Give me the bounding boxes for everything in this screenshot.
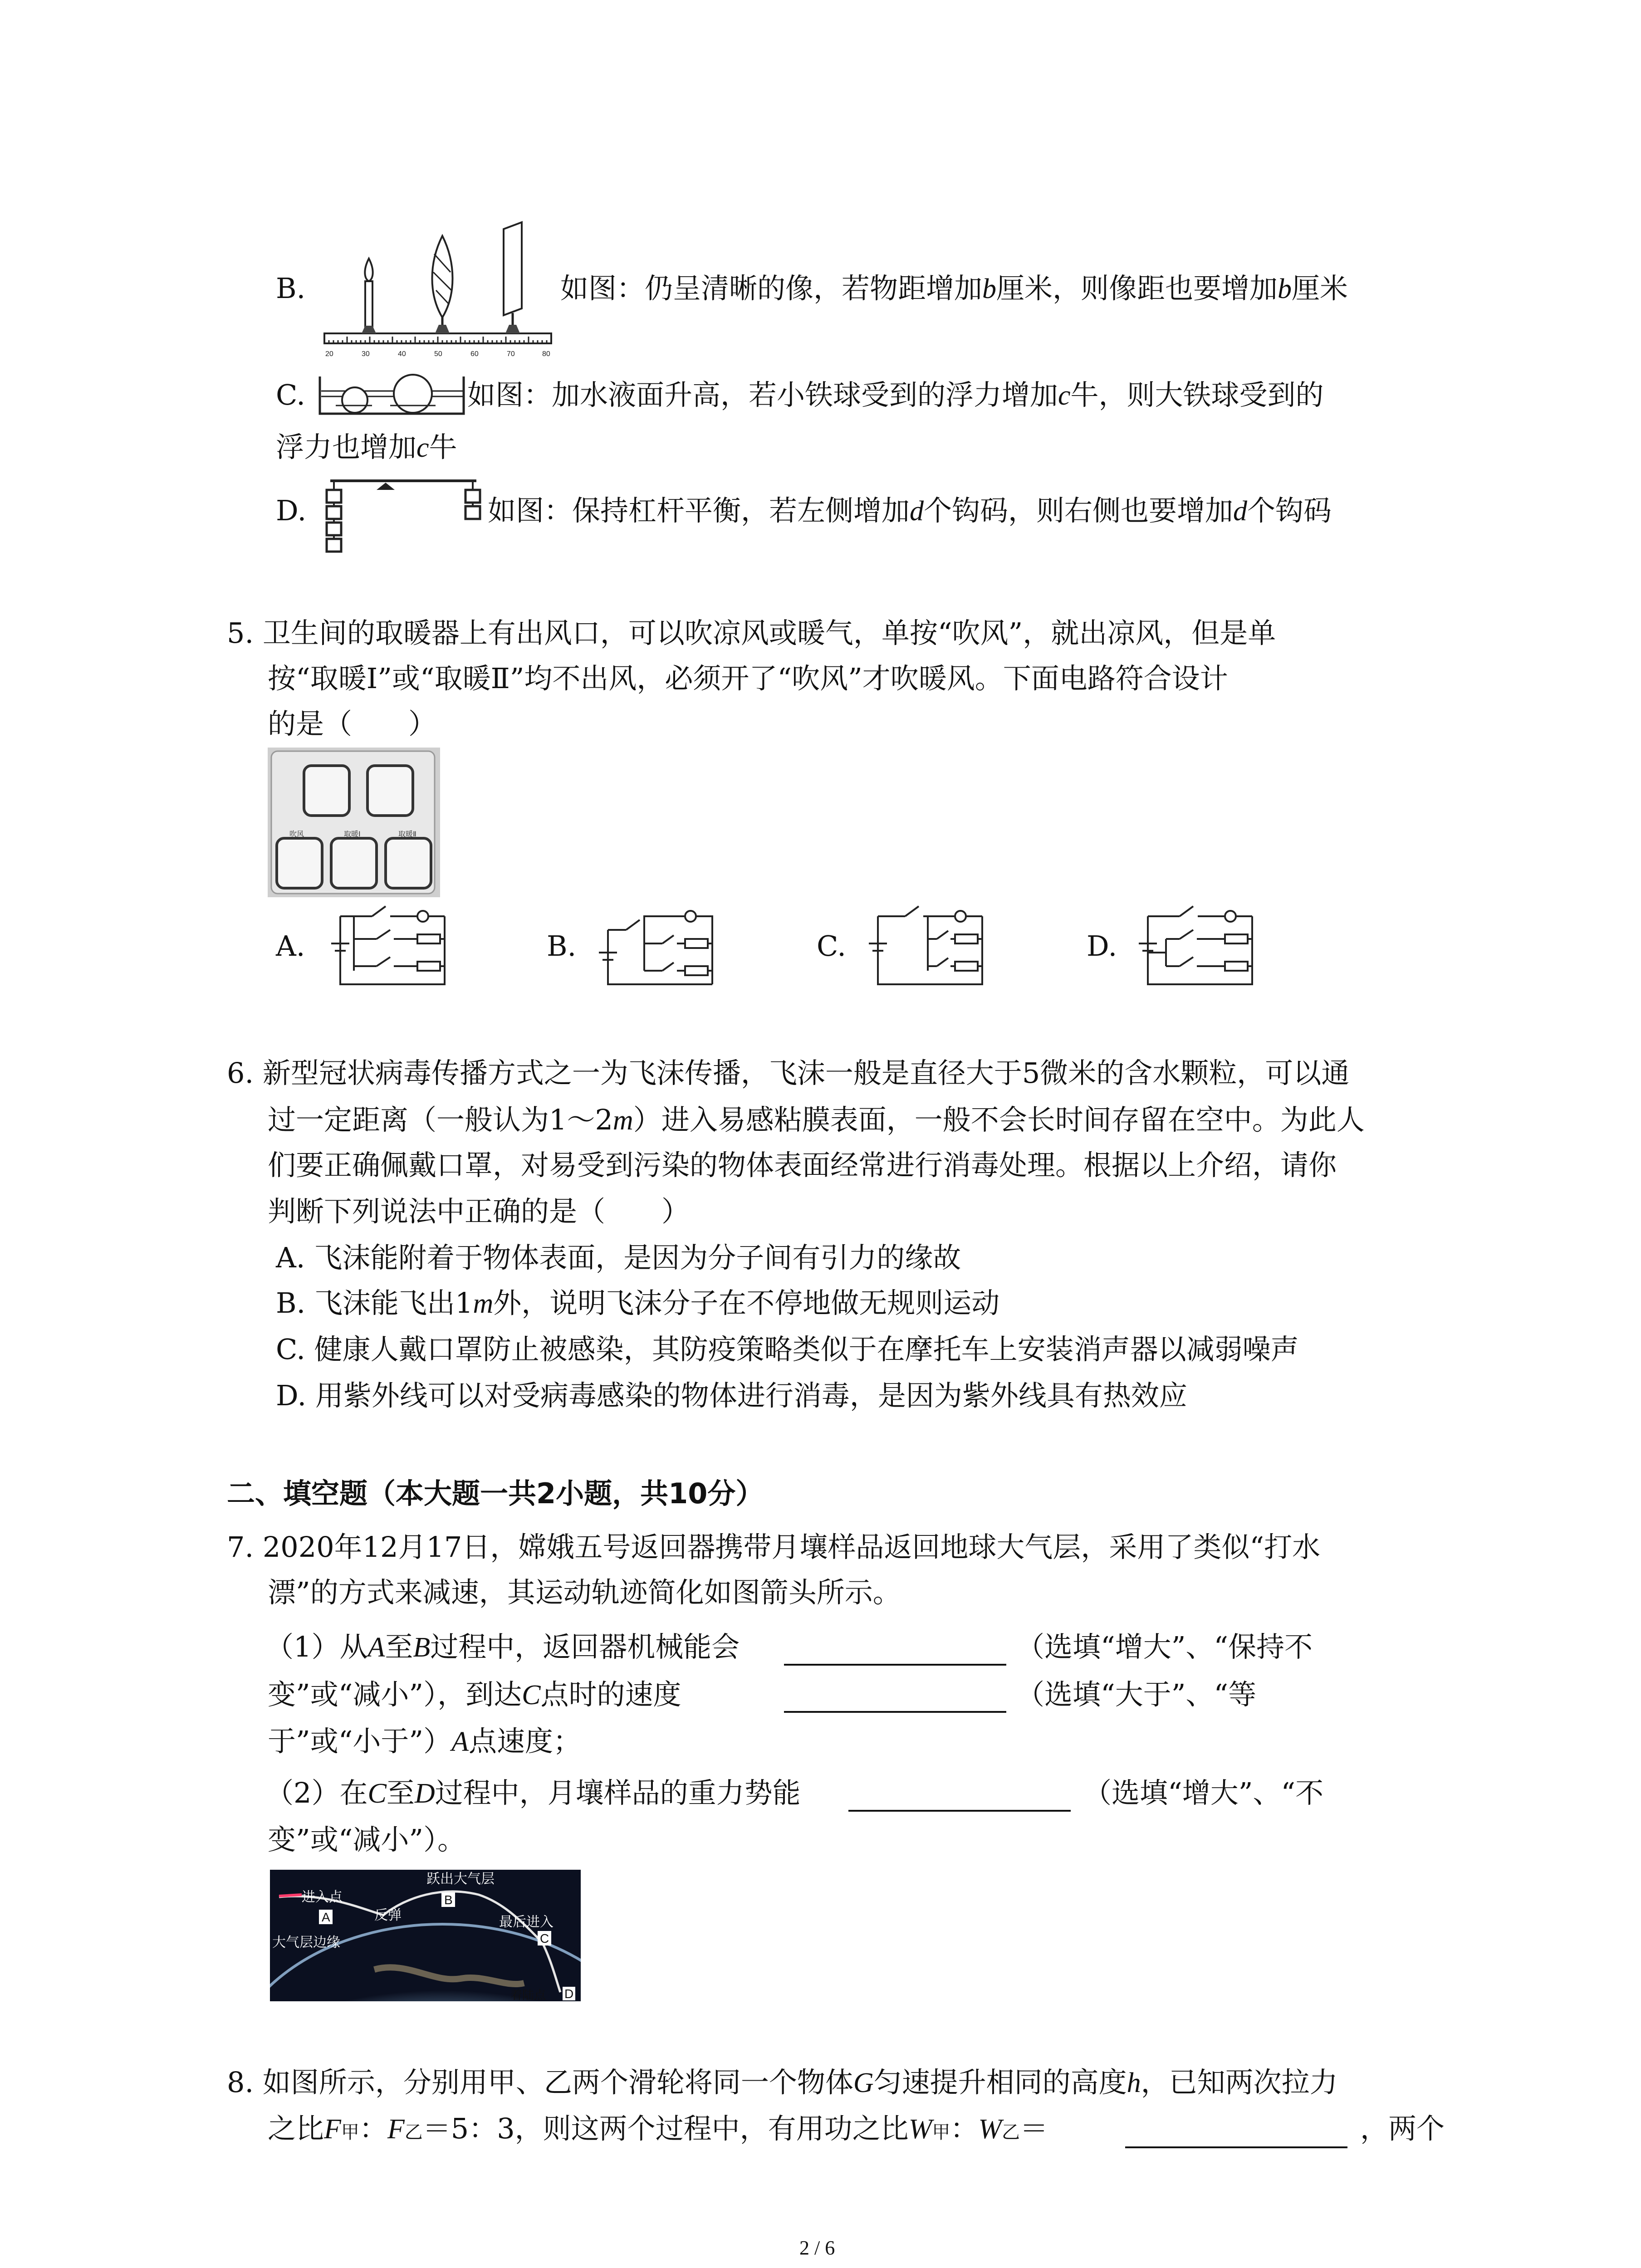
q6-optB: B. 飞沫能飞出1m外，说明飞沫分子在不停地做无规则运动 <box>276 1286 1000 1320</box>
tick-label: 30 <box>362 350 370 358</box>
tick-label: 20 <box>325 350 333 358</box>
q7-line2: 漂”的方式来减速，其运动轨迹简化如图箭头所示。 <box>268 1576 901 1609</box>
q4-optB-text: 如图：仍呈清晰的像，若物距增加b厘米，则像距也要增加b厘米 <box>560 272 1348 305</box>
q6-line2: 过一定距离（一般认为1～2m）进入易感粘膜表面，一般不会长时间存留在空中。为此人 <box>268 1103 1365 1136</box>
q4-optC-text: 如图：加水液面升高，若小铁球受到的浮力增加c牛，则大铁球受到的 <box>467 378 1324 411</box>
img-point-a: A <box>322 1910 330 1924</box>
switch-panel-photo <box>268 748 440 897</box>
circuit-diagram-b <box>594 903 721 993</box>
q8-line2-tail: ，两个 <box>1360 2112 1445 2145</box>
q7-part1-b: 变”或“减小”），到达C点时的速度 <box>268 1678 681 1711</box>
water-tank-figure <box>318 372 467 417</box>
q8-line1: 8. 如图所示，分别用甲、乙两个滑轮将同一个物体G匀速提升相同的高度h，已知两次拉力 <box>227 2066 1338 2099</box>
q7-line1: 7. 2020年12月17日，嫦娥五号返回器携带月壤样品返回地球大气层，采用了类似“打水 <box>227 1530 1321 1564</box>
q5-optD-letter: D. <box>1087 929 1117 963</box>
q7-part2-b: 变”或“减小”）。 <box>268 1823 466 1856</box>
q6-line4: 判断下列说法中正确的是（ ） <box>268 1195 690 1228</box>
panel-label: 吹风 <box>289 830 304 838</box>
q4-optC-text-line2: 浮力也增加c牛 <box>276 430 457 464</box>
circuit-diagram-d <box>1134 903 1261 993</box>
q6-line3: 们要正确佩戴口罩，对易受到污染的物体表面经常进行消毒处理。根据以上介绍，请你 <box>268 1149 1337 1182</box>
img-point-d: D <box>564 1987 574 2001</box>
lens-bench-figure <box>320 218 556 367</box>
q5-line3: 的是（ ） <box>268 707 437 740</box>
tick-label: 70 <box>507 350 515 358</box>
q5-optA-letter: A. <box>276 929 305 963</box>
q7-part1-hint2: （选填“大于”、“等 <box>1016 1678 1257 1711</box>
answer-blank-4[interactable] <box>1125 2146 1347 2148</box>
img-label-land: 着陆点 <box>510 1989 546 2001</box>
q5-optC-letter: C. <box>817 929 846 963</box>
img-label-entry: 进入点 <box>302 1889 343 1905</box>
q5-line2: 按“取暖Ⅰ”或“取暖Ⅱ”均不出风，必须开了“吹风”才吹暖风。下面电路符合设计 <box>268 662 1228 695</box>
q4-optB-letter: B. <box>276 272 306 305</box>
circuit-diagram-a <box>327 903 454 993</box>
panel-label: 取暖Ⅱ <box>398 830 416 838</box>
q4-optD-letter: D. <box>276 494 307 527</box>
tick-label: 80 <box>542 350 550 358</box>
q6-optC: C. 健康人戴口罩防止被感染，其防疫策略类似于在摩托车上安装消声器以减弱噪声 <box>276 1333 1299 1366</box>
q7-part2-a: （2）在C至D过程中，月壤样品的重力势能 <box>265 1776 801 1809</box>
q6-optD: D. 用紫外线可以对受病毒感染的物体进行消毒，是因为紫外线具有热效应 <box>276 1379 1187 1412</box>
img-label-jump: 跃出大气层 <box>426 1871 495 1887</box>
q7-part1-hint: （选填“增大”、“保持不 <box>1016 1630 1313 1663</box>
section-title: 二、填空题（本大题一共2小题，共10分） <box>227 1477 764 1510</box>
q8-line2: 之比F甲：F乙＝5：3，则这两个过程中，有用功之比W甲：W乙＝ <box>268 2112 1048 2145</box>
answer-blank-3[interactable] <box>848 1810 1071 1812</box>
q4-optC-letter: C. <box>276 378 305 411</box>
img-label-bounce: 反弹 <box>374 1907 402 1923</box>
tick-label: 60 <box>470 350 479 358</box>
reentry-trajectory-image <box>270 1870 581 2001</box>
q7-part1-a: （1）从A至B过程中，返回器机械能会 <box>265 1630 740 1663</box>
circuit-diagram-c <box>864 903 991 993</box>
img-label-last: 最后进入 <box>499 1914 554 1930</box>
q7-part1-c: 于”或“小于”）A点速度； <box>268 1725 581 1758</box>
q6-line1: 6. 新型冠状病毒传播方式之一为飞沫传播，飞沫一般是直径大于5微米的含水颗粒，可以通 <box>227 1056 1350 1090</box>
img-point-c: C <box>540 1931 549 1945</box>
panel-label: 取暖Ⅰ <box>344 830 361 838</box>
page-number: 2 / 6 <box>799 2237 835 2259</box>
q7-part2-hint: （选填“增大”、“不 <box>1083 1776 1324 1809</box>
q5-line1: 5. 卫生间的取暖器上有出风口，可以吹凉风或暖气，单按“吹风”，就出凉风，但是单 <box>227 616 1276 650</box>
answer-blank-1[interactable] <box>784 1664 1006 1666</box>
tick-label: 50 <box>434 350 442 358</box>
q5-optB-letter: B. <box>547 929 577 963</box>
img-point-b: B <box>444 1893 453 1907</box>
answer-blank-2[interactable] <box>784 1711 1006 1713</box>
lever-figure <box>318 476 485 556</box>
img-label-edge: 大气层边缘 <box>272 1935 340 1950</box>
q4-optD-text: 如图：保持杠杆平衡，若左侧增加d个钩码，则右侧也要增加d个钩码 <box>488 494 1332 527</box>
tick-label: 40 <box>398 350 406 358</box>
q6-optA: A. 飞沫能附着于物体表面，是因为分子间有引力的缘故 <box>276 1241 961 1274</box>
